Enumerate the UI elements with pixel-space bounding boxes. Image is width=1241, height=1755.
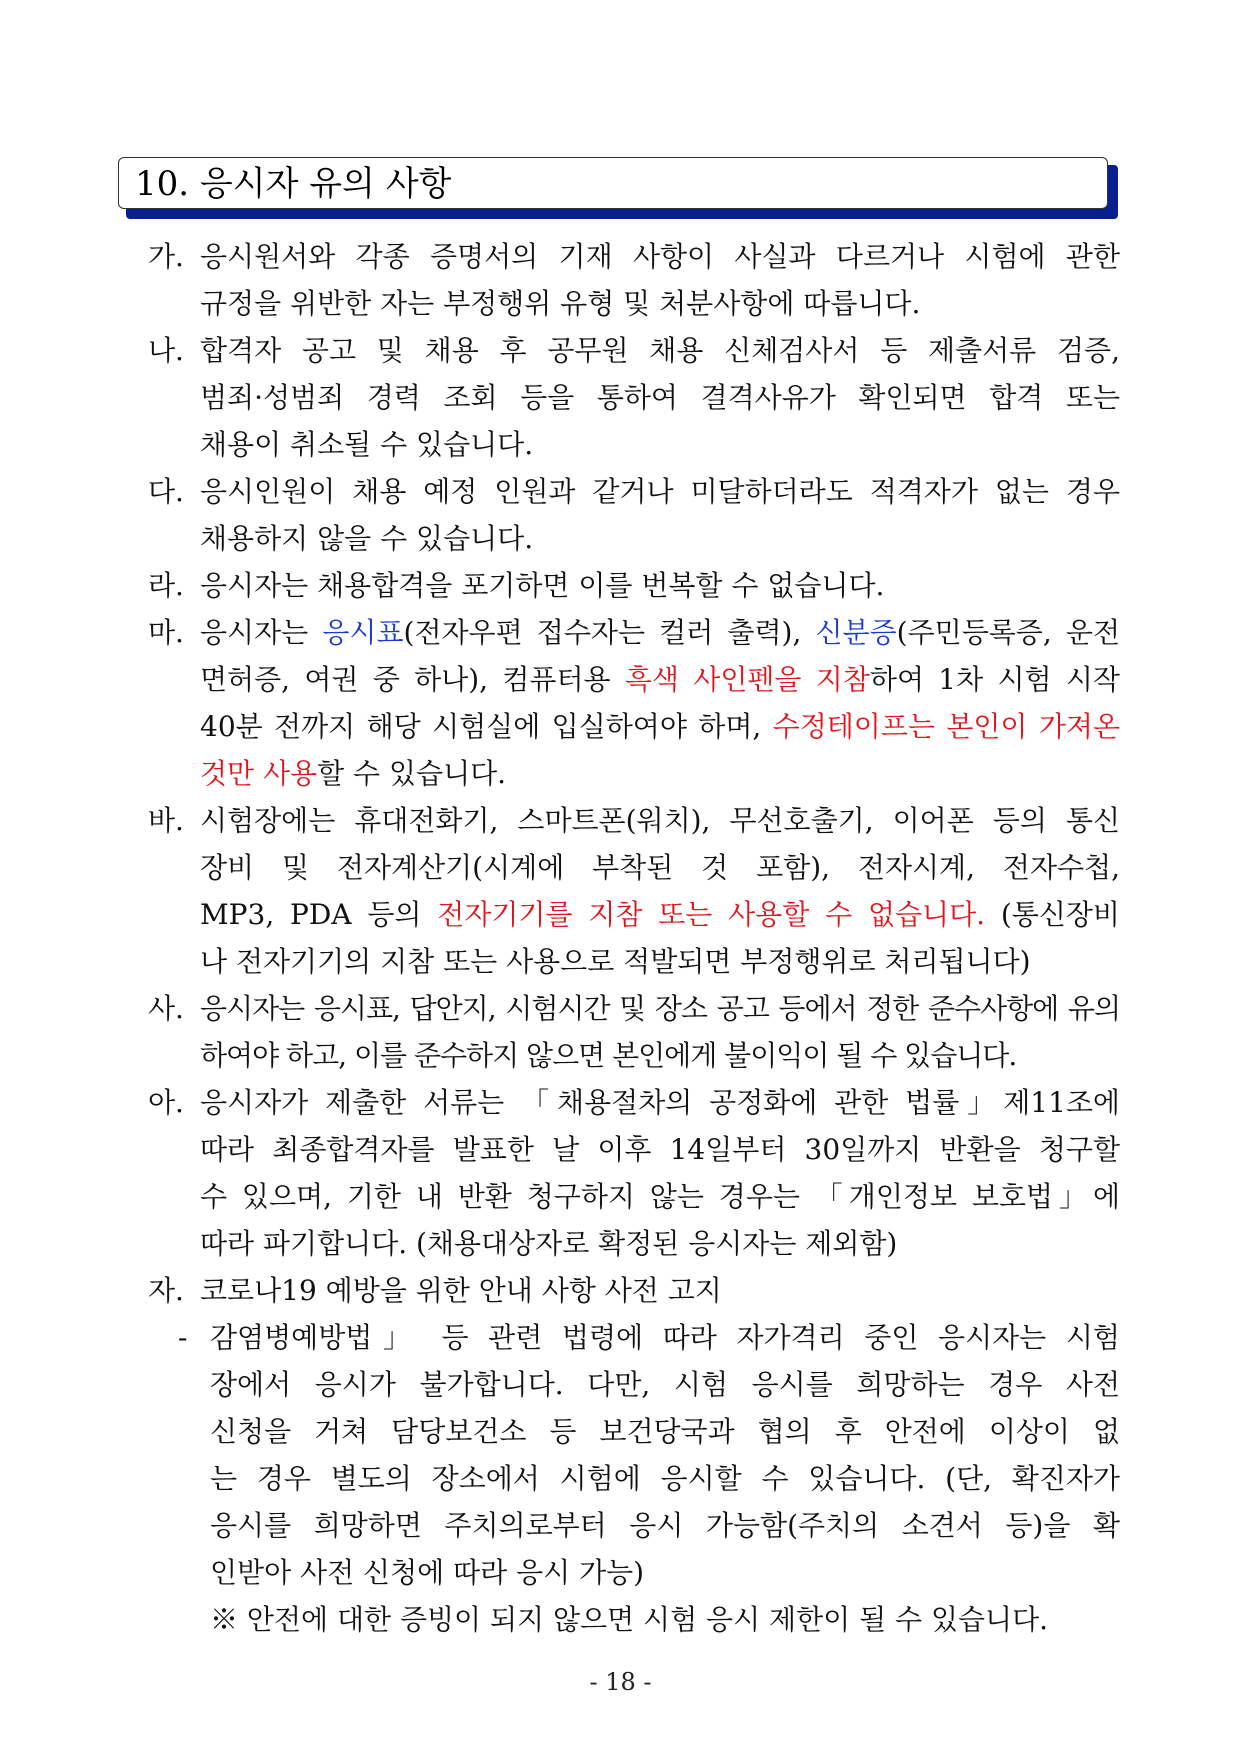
highlight-black-pen: 흑색 사인펜을 지참 bbox=[624, 663, 870, 696]
item-marker: 나. bbox=[148, 334, 184, 367]
item-marker: 다. bbox=[148, 475, 184, 508]
item-line: 응시원서와 각종 증명서의 기재 사항이 사실과 다르거나 시험에 관한 bbox=[200, 240, 1120, 273]
note-line: ※ 안전에 대한 증빙이 되지 않으면 시험 응시 제한이 될 수 있습니다. bbox=[210, 1603, 1049, 1636]
item-marker: 아. bbox=[148, 1086, 184, 1119]
text-run: (전자우편 접수자는 컬러 출력), bbox=[403, 616, 816, 649]
text-run: (통신장비 bbox=[985, 898, 1120, 931]
notice-item-da bbox=[148, 468, 1120, 562]
text-run: (주민등록증, 운전 bbox=[896, 616, 1120, 649]
item-line: 따라 파기합니다. (채용대상자로 확정된 응시자는 제외함) bbox=[200, 1227, 898, 1260]
item-line bbox=[200, 609, 1120, 656]
item-line: 채용이 취소될 수 있습니다. bbox=[200, 428, 534, 461]
item-marker: 라. bbox=[148, 569, 184, 602]
item-line: 응시인원이 채용 예정 인원과 같거나 미달하더라도 적격자가 없는 경우 bbox=[200, 475, 1120, 508]
item-line: 응시자는 채용합격을 포기하면 이를 번복할 수 없습니다. bbox=[200, 569, 885, 602]
text-run: 하여 1차 시험 시작 bbox=[869, 663, 1120, 696]
text-run: 40분 전까지 해당 시험실에 입실하여야 하며, bbox=[200, 710, 773, 743]
item-line: 응시자가 제출한 서류는 「채용절차의 공정화에 관한 법률」제11조에 bbox=[200, 1086, 1120, 1119]
item-line: 수 있으며, 기한 내 반환 청구하지 않는 경우는 「개인정보 보호법」에 bbox=[200, 1180, 1120, 1213]
covid-note bbox=[148, 1596, 1120, 1643]
item-line: 따라 최종합격자를 발표한 날 이후 14일부터 30일까지 반환을 청구할 bbox=[200, 1133, 1120, 1166]
notice-item-ja bbox=[148, 1267, 1120, 1314]
item-marker: 사. bbox=[148, 992, 184, 1025]
item-line: 시험장에는 휴대전화기, 스마트폰(워치), 무선호출기, 이어폰 등의 통신 bbox=[200, 804, 1120, 837]
item-line bbox=[200, 750, 1120, 797]
highlight-own-use: 것만 사용 bbox=[200, 757, 318, 790]
text-run: 할 수 있습니다. bbox=[317, 757, 507, 790]
notice-item-sa bbox=[148, 985, 1120, 1079]
item-line: 장비 및 전자계산기(시계에 부착된 것 포함), 전자시계, 전자수첩, bbox=[200, 851, 1120, 884]
item-line: 규정을 위반한 자는 부정행위 유형 및 처분사항에 따릅니다. bbox=[200, 287, 921, 320]
highlight-correction-tape: 수정테이프는 본인이 가져온 bbox=[772, 710, 1120, 743]
sub-item-line: 응시를 희망하면 주치의로부터 응시 가능함(주치의 소견서 등)을 확 bbox=[210, 1509, 1120, 1542]
item-line: 하여야 하고, 이를 준수하지 않으면 본인에게 불이익이 될 수 있습니다. bbox=[200, 1039, 1017, 1072]
item-marker: 가. bbox=[148, 240, 184, 273]
sub-item-marker: - bbox=[178, 1321, 188, 1354]
covid-sub-item bbox=[148, 1314, 1120, 1596]
notice-item-ma bbox=[148, 609, 1120, 797]
notice-item-ga bbox=[148, 233, 1120, 327]
text-run: 면허증, 여권 중 하나), 컴퓨터용 bbox=[200, 663, 625, 696]
highlight-admission-ticket: 응시표 bbox=[322, 616, 404, 649]
item-line: 나 전자기기의 지참 또는 사용으로 적발되면 부정행위로 처리됩니다) bbox=[200, 945, 1031, 978]
item-line bbox=[200, 656, 1120, 703]
notice-item-na bbox=[148, 327, 1120, 468]
sub-item-line: 신청을 거쳐 담당보건소 등 보건당국과 협의 후 안전에 이상이 없 bbox=[210, 1415, 1120, 1448]
item-marker: 마. bbox=[148, 616, 184, 649]
item-line: 코로나19 예방을 위한 안내 사항 사전 고지 bbox=[200, 1274, 722, 1307]
notice-item-a bbox=[148, 1079, 1120, 1267]
sub-item-line: 장에서 응시가 불가합니다. 다만, 시험 응시를 희망하는 경우 사전 bbox=[210, 1368, 1120, 1401]
item-line: 합격자 공고 및 채용 후 공무원 채용 신체검사서 등 제출서류 검증, bbox=[200, 334, 1120, 367]
item-line: 범죄·성범죄 경력 조회 등을 통하여 결격사유가 확인되면 합격 또는 bbox=[200, 381, 1120, 414]
item-line bbox=[200, 891, 1120, 938]
sub-item-line: 인받아 사전 신청에 따라 응시 가능) bbox=[210, 1556, 645, 1589]
item-line: 채용하지 않을 수 있습니다. bbox=[200, 522, 534, 555]
item-line: 응시자는 응시표, 답안지, 시험시간 및 장소 공고 등에서 정한 준수사항에 유의 bbox=[200, 992, 1120, 1025]
item-line bbox=[200, 703, 1120, 750]
highlight-id-card: 신분증 bbox=[815, 616, 897, 649]
item-marker: 자. bbox=[148, 1274, 184, 1307]
item-marker: 바. bbox=[148, 804, 184, 837]
sub-item-line: 는 경우 별도의 장소에서 시험에 응시할 수 있습니다. (단, 확진자가 bbox=[210, 1462, 1120, 1495]
notice-item-ba bbox=[148, 797, 1120, 985]
text-run: 응시자는 bbox=[200, 616, 323, 649]
text-run: MP3, PDA 등의 bbox=[200, 898, 438, 931]
section-title: 10. 응시자 유의 사항 bbox=[135, 164, 452, 204]
notice-item-ra bbox=[148, 562, 1120, 609]
notice-list bbox=[148, 233, 1120, 1643]
sub-item-line: 감염병예방법」 등 관련 법령에 따라 자가격리 중인 응시자는 시험 bbox=[210, 1321, 1120, 1354]
title-box-frame bbox=[118, 157, 1108, 209]
section-title-box bbox=[118, 157, 1118, 219]
page-number: - 18 - bbox=[589, 1668, 652, 1696]
highlight-electronics-ban: 전자기기를 지참 또는 사용할 수 없습니다. bbox=[437, 898, 986, 931]
